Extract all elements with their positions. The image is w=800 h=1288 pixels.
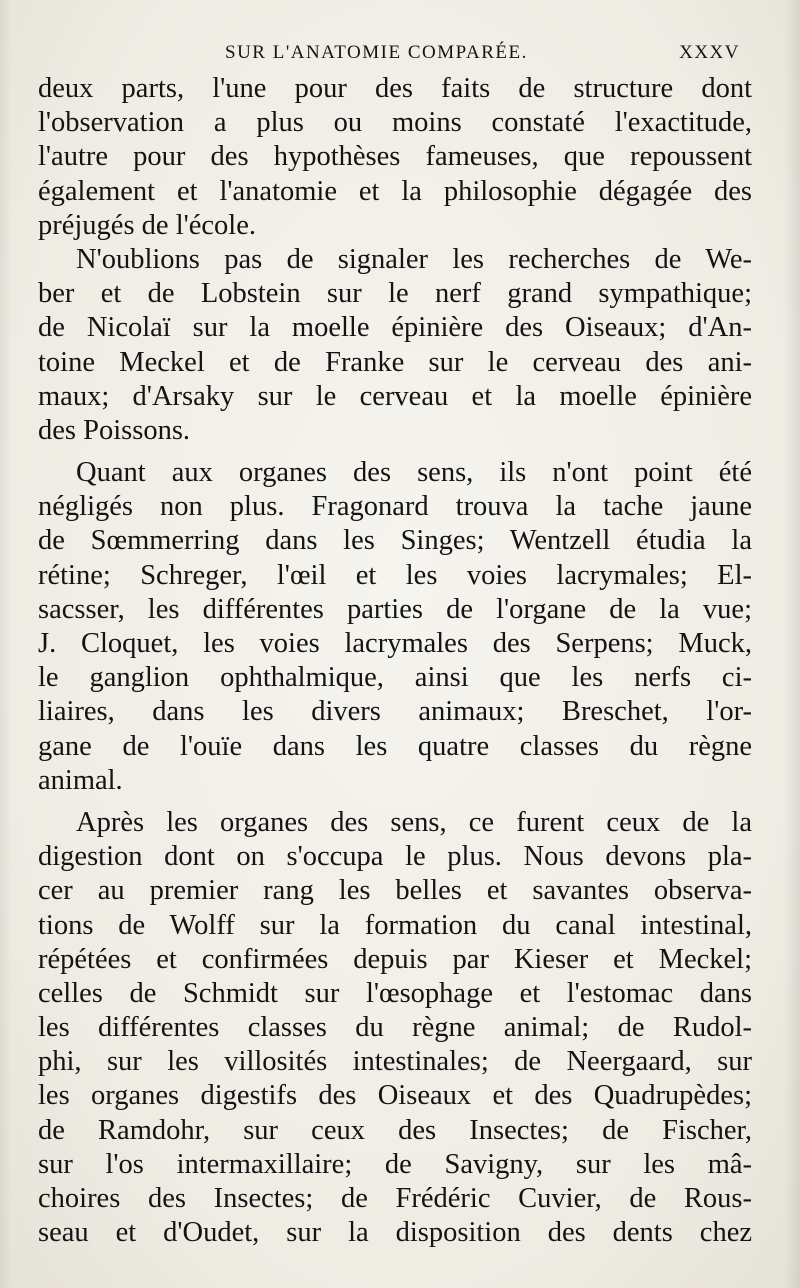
running-title: SUR L'ANATOMIE COMPARÉE. bbox=[225, 42, 528, 63]
text-line: choires des Insectes; de Frédéric Cuvier, de Rous- bbox=[38, 1183, 752, 1214]
text-line: J. Cloquet, les voies lacrymales des Serpens; Muck, bbox=[38, 628, 752, 659]
text-line: répétées et confirmées depuis par Kieser et Meckel; bbox=[38, 943, 752, 975]
text-line: également et l'anatomie et la philosophie dégagée des bbox=[38, 175, 752, 207]
paragraph-4 bbox=[38, 806, 752, 1250]
paragraph-2 bbox=[38, 243, 752, 448]
text-line: liaires, dans les divers animaux; Breschet, l'or- bbox=[38, 696, 752, 728]
text-line: de Nicolaï sur la moelle épinière des Oiseaux; d'An- bbox=[38, 312, 752, 344]
text-line: sacsser, les différentes parties de l'organe de la vue; bbox=[38, 593, 752, 625]
paragraph-gap bbox=[38, 798, 752, 806]
text-line: toine Meckel et de Franke sur le cerveau des ani- bbox=[38, 346, 752, 378]
text-line: gane de l'ouïe dans les quatre classes du règne bbox=[38, 730, 752, 762]
text-line: de Ramdohr, sur ceux des Insectes; de Fischer, bbox=[38, 1114, 752, 1146]
body-text bbox=[38, 72, 752, 1250]
text-line: ber et de Lobstein sur le nerf grand sympathique; bbox=[38, 278, 752, 310]
text-line: phi, sur les villosités intestinales; de Neergaard, sur bbox=[38, 1046, 752, 1078]
text-line: les différentes classes du règne animal; de Rudol- bbox=[38, 1012, 752, 1044]
text-line: des Poissons. bbox=[38, 414, 191, 446]
text-line: celles de Schmidt sur l'œsophage et l'estomac dans bbox=[38, 977, 752, 1009]
text-line: de Sœmmerring dans les Singes; Wentzell étudia la bbox=[38, 525, 752, 557]
text-line: Quant aux organes des sens, ils n'ont point été bbox=[76, 457, 752, 489]
text-line: N'oublions pas de signaler les recherches de We- bbox=[76, 243, 752, 275]
text-line: maux; d'Arsaky sur le cerveau et la moelle épinière bbox=[38, 380, 752, 412]
text-line: négligés non plus. Fragonard trouva la tache jaune bbox=[38, 491, 752, 523]
text-line: l'observation a plus ou moins constaté l'exactitude, bbox=[38, 107, 752, 139]
text-line: tions de Wolff sur la formation du canal intestinal, bbox=[38, 909, 752, 941]
page-number: XXXV bbox=[679, 42, 740, 63]
text-line: animal. bbox=[38, 764, 123, 796]
text-line: les organes digestifs des Oiseaux et des Quadrupèdes; bbox=[38, 1080, 752, 1112]
text-line: le ganglion ophthalmique, ainsi que les nerfs ci- bbox=[38, 662, 752, 694]
text-line: l'autre pour des hypothèses fameuses, que repoussent bbox=[38, 141, 752, 173]
paragraph-3 bbox=[38, 456, 752, 798]
paragraph-1 bbox=[38, 72, 752, 243]
paragraph-gap bbox=[38, 448, 752, 456]
text-line: rétine; Schreger, l'œil et les voies lacrymales; El- bbox=[38, 559, 752, 591]
text-line: digestion dont on s'occupa le plus. Nous devons pla- bbox=[38, 841, 752, 873]
text-line: cer au premier rang les belles et savantes observa- bbox=[38, 875, 752, 907]
page-right-edge-shadow bbox=[784, 0, 800, 1288]
text-line: seau et d'Oudet, sur la disposition des dents chez bbox=[38, 1217, 752, 1249]
text-line: deux parts, l'une pour des faits de structure dont bbox=[38, 73, 752, 104]
text-line: Après les organes des sens, ce furent ceux de la bbox=[76, 806, 752, 838]
page-left-edge-shadow bbox=[0, 0, 12, 1288]
text-line: sur l'os intermaxillaire; de Savigny, sur les mâ- bbox=[38, 1148, 752, 1180]
text-line: préjugés de l'école. bbox=[38, 209, 256, 241]
